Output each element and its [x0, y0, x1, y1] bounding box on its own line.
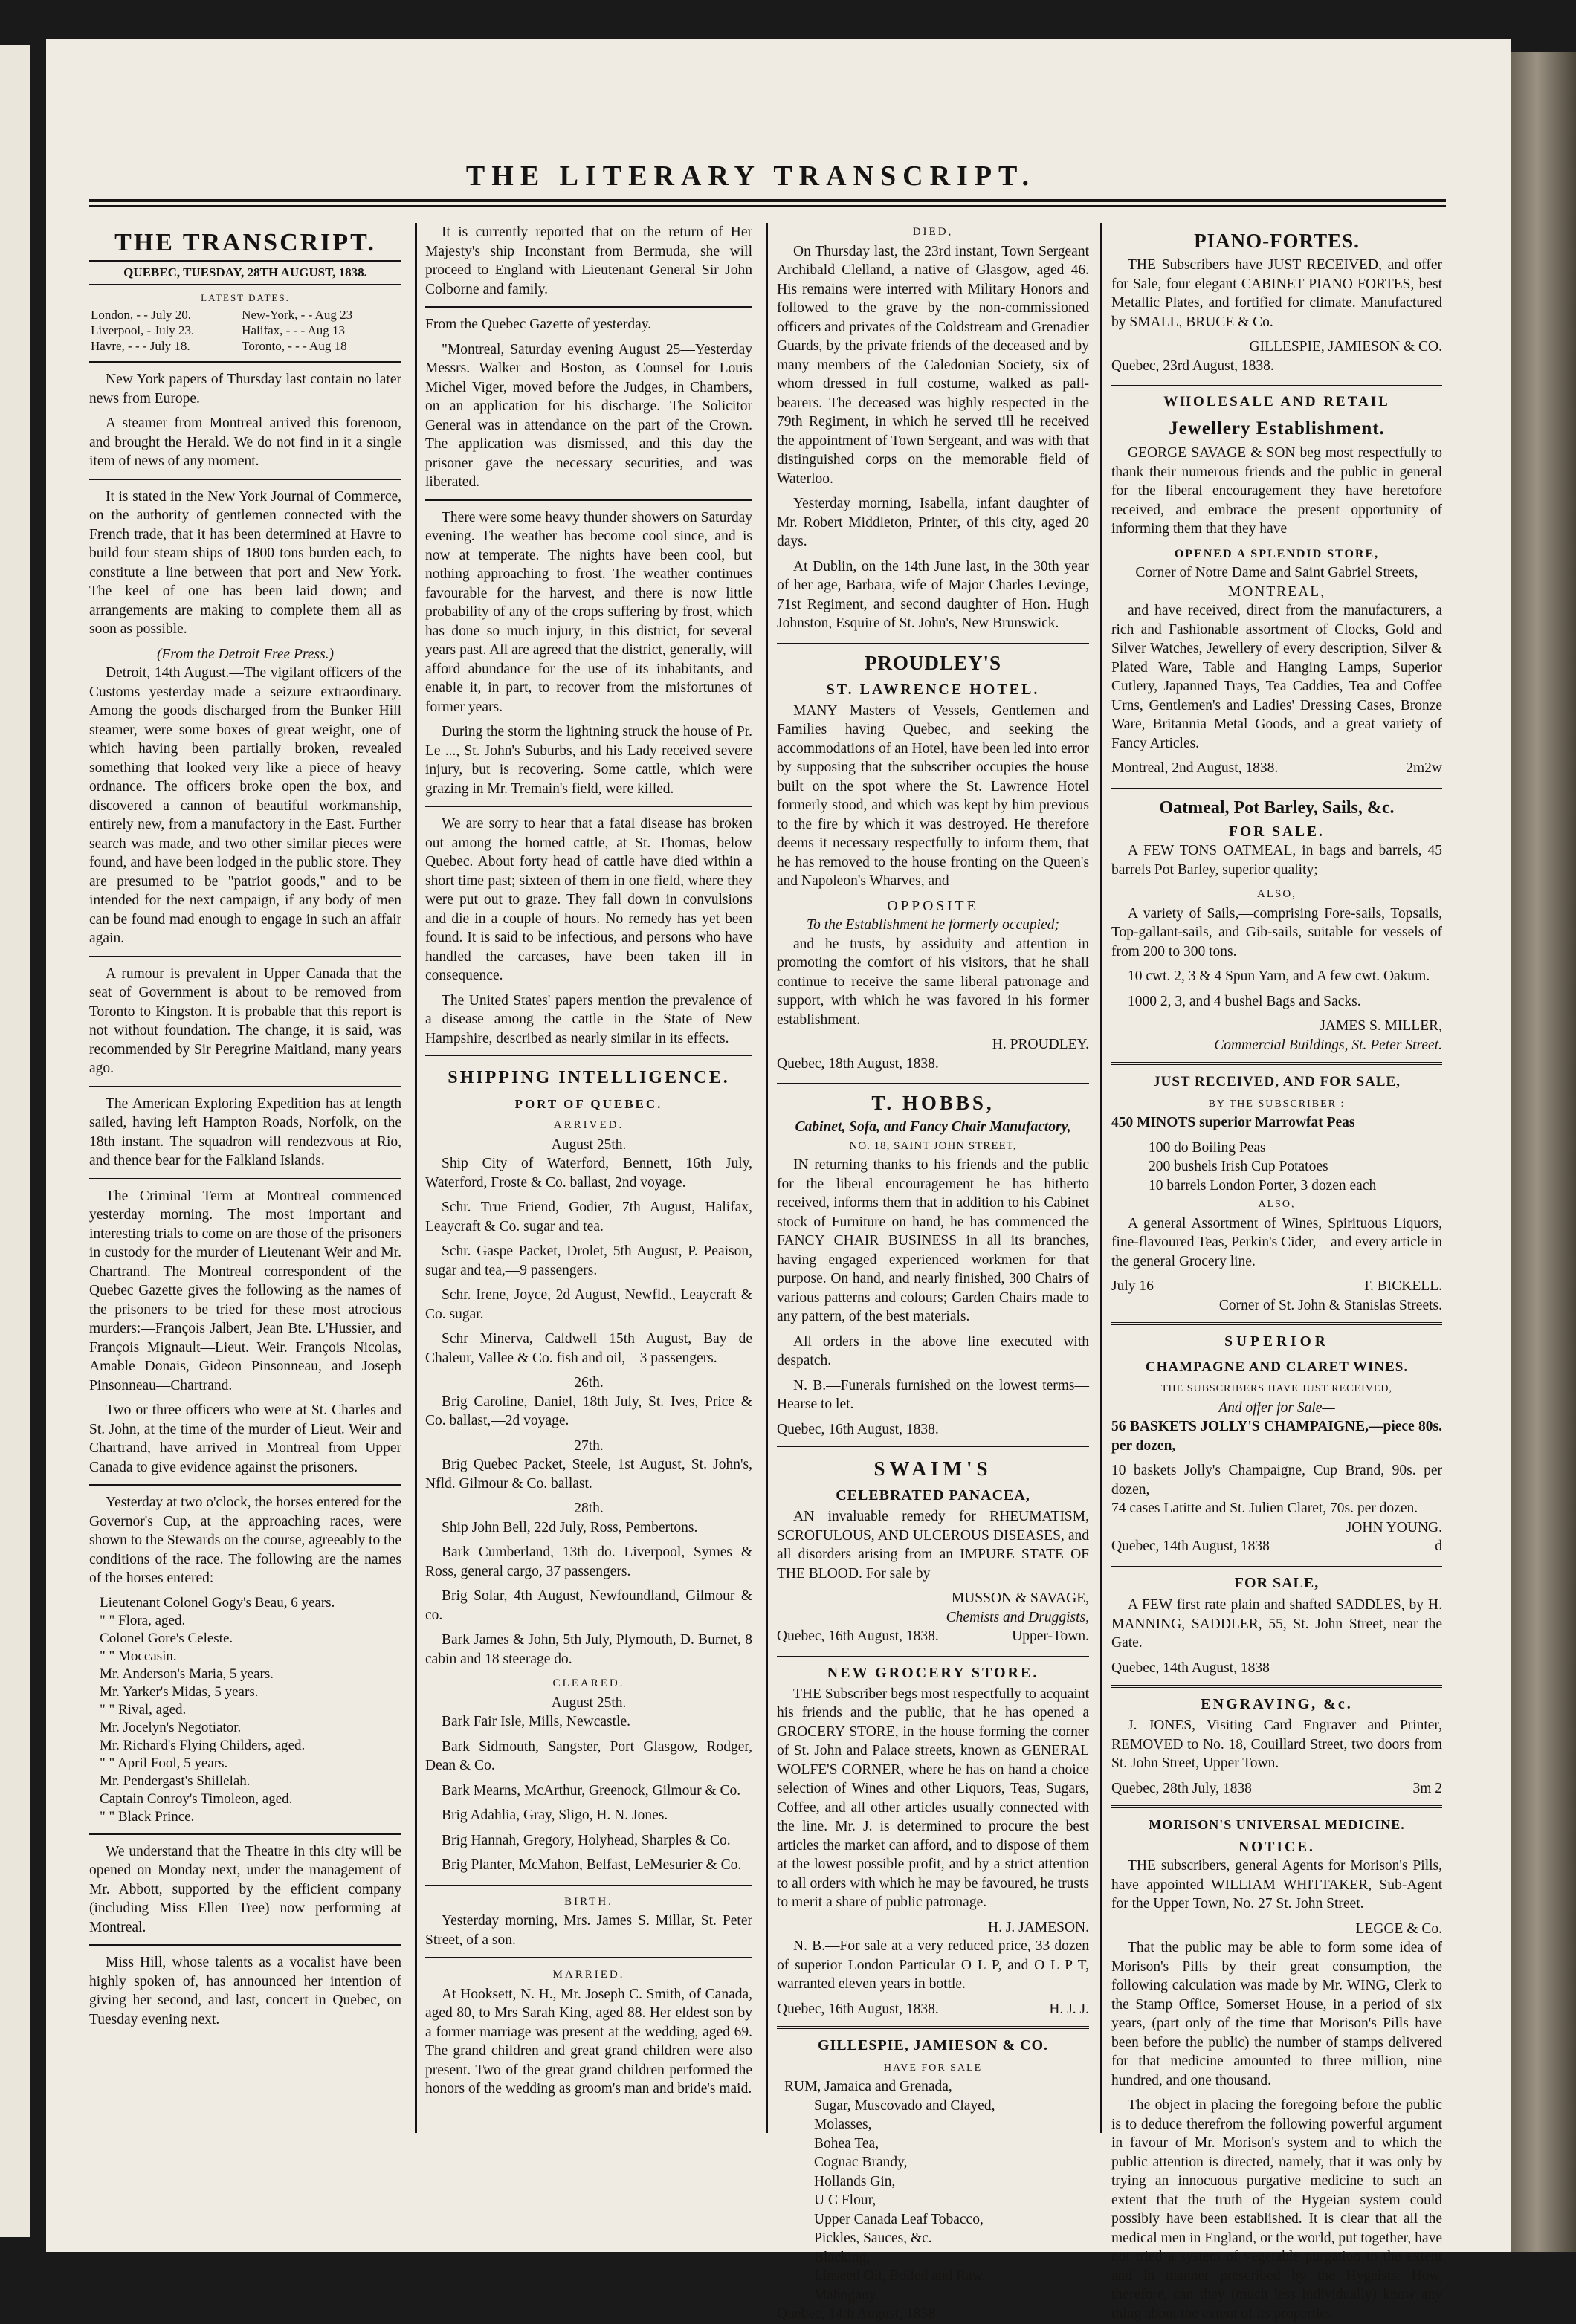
paragraph: It is stated in the New York Journal of Commerce, on the authority of gentlemen connected with the French trade, that it has been determined at Havre to build four steam ships of 1800 tons burden each, to constitute a line between that port and New York. The keel of one has been laid down; and arrangements are making to complete them all as soon as possible. [89, 488, 401, 637]
ad-date [777, 2000, 1089, 2019]
shipping-entry: Bark Fair Isle, Mills, Newcastle. [442, 1714, 630, 1729]
divider [89, 1944, 401, 1946]
table-cell: Halifax, - - - Aug 13 [242, 323, 345, 337]
ad-subtitle: OPENED A SPLENDID STORE, [1174, 547, 1380, 560]
ad-text: and have received, direct from the manufacturers, a rich and Fashionable assortment of Clocks, Gold and Silver Watches, Jewellery of every description, Silver & Plated Ware, Table and Hanging Lamps, Superior Cutlery, Japanned Trays, Tea Caddies, Tea and Coffee Urns, Gentlemen's and Ladies' Dressing Cases, Bronze Ware, Britannia Metal Goods, and a great variety of Fancy Articles. [1111, 603, 1442, 751]
ad-subtitle: ALSO, [1258, 1199, 1296, 1210]
paragraph: Miss Hill, whose talents as a vocalist have been highly spoken of, has announced her intention of giving her second, and last, concert in Quebec, on Tuesday evening next. [89, 1955, 401, 2027]
ad-date [777, 1627, 1089, 1646]
ad-title: CHAMPAGNE AND CLARET WINES. [1145, 1359, 1409, 1375]
list-item: RUM, Jamaica and Grenada, [784, 2079, 952, 2094]
ad-text: 10 cwt. 2, 3 & 4 Spun Yarn, and A few cwt. Oakum. [1128, 968, 1430, 984]
shipping-entry: Brig Adahlia, Gray, Sligo, H. N. Jones. [442, 1807, 668, 1823]
ad-subtitle: OPPOSITE [887, 898, 979, 914]
ad-text: THE subscribers, general Agents for Morison's Pills, have appointed WILLIAM WHITTAKER, Sub-Agent for the Upper Town, No. 27 St. John Street. [1111, 1858, 1442, 1912]
date-text: Quebec, 16th August, 1838. [777, 1628, 939, 1644]
ad-signature: H. J. JAMESON. [988, 1919, 1089, 1935]
ad-text: A variety of Sails,—comprising Fore-sails, Topsails, Top-gallant-sails, and Gib-sails, suitable for vessels of from 200 to 300 tons. [1111, 905, 1442, 959]
ad-text: THE Subscriber begs most respectfully to acquaint his friends and the public, that he has opened a GROCERY STORE, in the house forming the corner of St. John and Palace streets, known as GENERAL WOLFE'S CORNER, where he has on hand a choice selection of Wines and other Liquors, Teas, Sugars, Coffee, and all other articles usually connected with the line. Mr. J. is determined to procure the best articles the market can afford, and to dispose of them at the lowest possible profit, and by a strict attention to all orders with which he may be favoured, he trusts to merit a share of public patronage. [777, 1686, 1089, 1910]
ad-text: A general Assortment of Wines, Spirituous Liquors, fine-flavoured Teas, Perkin's Cider,—and every article in the general Grocery line. [1111, 1215, 1443, 1269]
masthead: THE LITERARY TRANSCRIPT. [465, 161, 1036, 192]
horse-list [89, 1594, 401, 1826]
ad-date: Quebec, 23rd August, 1838. [1111, 357, 1274, 374]
shipping-entry: Brig Planter, McMahon, Belfast, LeMesurier & Co. [442, 1857, 742, 1873]
ad-text: 56 BASKETS JOLLY'S CHAMPAIGNE,—piece 80s. per dozen, [1111, 1419, 1442, 1454]
died-heading: DIED, [912, 226, 954, 238]
list-item: Pickles, Sauces, &c. [814, 2230, 932, 2246]
ad-subtitle: BY THE SUBSCRIBER : [1208, 1098, 1346, 1110]
ad-text: A FEW first rate plain and shafted SADDLES, by H. MANNING, SADDLER, 55, St. John Street, near the Gate. [1111, 1597, 1442, 1651]
ad-text: N. B.—Funerals furnished on the lowest terms—Hearse to let. [777, 1377, 1089, 1412]
ad-subtitle: FOR SALE. [1229, 823, 1325, 840]
column-4 [1111, 223, 1443, 2322]
ad-text: GEORGE SAVAGE & SON beg most respectfully to thank their numerous friends and the public in general for the liberal encouragement they have heretofore received, and embrace the present opportunity of informing them that they have [1111, 445, 1442, 537]
list-item: Mr. Richard's Flying Childers, aged. [100, 1737, 306, 1753]
shipping-entry: Schr. True Friend, Godier, 7th August, Halifax, Leaycraft & Co. sugar and tea. [425, 1200, 752, 1234]
ad-date: Quebec, 14th August, 1838 [1111, 1660, 1270, 1676]
paragraph: Yesterday morning, Isabella, infant daughter of Mr. Robert Middleton, Printer, of this city, aged 20 days. [777, 496, 1089, 549]
date-text: Quebec, 28th July, 1838 [1111, 1780, 1252, 1796]
paragraph: At Dublin, on the 14th June last, in the 30th year of her age, Barbara, wife of Major Charles Levinge, 71st Regiment, and second daughter of Hon. Hugh Johnston, Esquire of St. John's, New Brunswick. [777, 558, 1089, 631]
table-cell: Havre, - - - July 18. [91, 339, 190, 353]
ad-title: WHOLESALE AND RETAIL [1163, 394, 1390, 410]
paragraph: The Criminal Term at Montreal commenced yesterday morning. The most important and interesting trials to come on are those of the prisoners in custody for the murder of Lieutenant Weir and Mr. Chartrand. The Montreal correspondent of the Quebec Gazette gives the following as the names of the prisoners to be tried for these most atrocious murders:—François Jalbert, Jean Bte. L'Hussier, and François Mignault—Lieut. Weir. François Nicolas, Amable Donais, Gideon Pinsonneau, and Joseph Pinsonneau—Chartrand. [89, 1188, 401, 1394]
divider [1111, 1805, 1442, 1808]
list-item: " " Flora, aged. [100, 1612, 186, 1628]
initials-text: H. J. J. [1049, 2001, 1089, 2017]
ad-text: THE Subscribers have JUST RECEIVED, and offer for Sale, four elegant CABINET PIANO FORTES, best Metallic Plates, and fortified for climate. Manufactured by SMALL, BRUCE & Co. [1111, 257, 1442, 330]
place-text: Upper-Town. [1012, 1628, 1089, 1644]
list-item: Mr. Anderson's Maria, 5 years. [100, 1666, 274, 1682]
shipping-title: SHIPPING INTELLIGENCE. [448, 1068, 730, 1087]
list-item: Sugar, Muscovado and Clayed, [814, 2097, 995, 2114]
adjacent-page-edge [0, 45, 30, 2237]
shipping-entry: Brig Quebec Packet, Steele, 1st August, St. John's, Nfld. Gilmour & Co. ballast. [425, 1457, 752, 1492]
ad-text: 450 MINOTS superior Marrowfat Peas [1111, 1115, 1355, 1130]
divider [777, 1654, 1089, 1657]
divider [777, 1081, 1089, 1084]
date-text: Montreal, 2nd August, 1838. [1111, 760, 1279, 776]
ad-date [1111, 1537, 1442, 1556]
divider [425, 1055, 752, 1058]
ad-text-italic: To the Establishment he formerly occupied; [807, 917, 1059, 933]
ad-signature: JAMES S. MILLER, [1320, 1018, 1442, 1034]
masthead-rule [89, 199, 1446, 202]
ad-title: PIANO-FORTES. [1194, 230, 1360, 252]
ad-signature: H. PROUDLEY. [992, 1037, 1089, 1052]
list-item: Bohea Tea, [814, 2135, 879, 2152]
ad-date: Quebec, 14th August, 1838. [777, 2306, 939, 2322]
paragraph: Yesterday morning, Mrs. James S. Millar, St. Peter Street, of a son. [425, 1913, 752, 1948]
shipping-entry: Ship John Bell, 22d July, Ross, Pembertons. [442, 1519, 698, 1535]
list-item: " " Black Prince. [100, 1808, 195, 1825]
code-text: d [1435, 1538, 1442, 1554]
cleared-heading: CLEARED. [552, 1677, 625, 1689]
list-item: 100 do Boiling Peas [1149, 1139, 1266, 1156]
list-item: Mr. Pendergast's Shillelah. [100, 1773, 251, 1789]
date-heading: August 25th. [551, 1695, 627, 1711]
book-spine-edge [1511, 52, 1576, 2252]
code-text: 2m2w [1406, 760, 1442, 776]
date-text: July 16 [1111, 1278, 1154, 1294]
ad-title: NEW GROCERY STORE. [827, 1664, 1039, 1681]
ad-subtitle: SUPERIOR [1224, 1334, 1329, 1350]
list-item: " " April Fool, 5 years. [100, 1755, 228, 1771]
date-heading: August 25th. [551, 1136, 627, 1153]
ad-date [1111, 1779, 1442, 1799]
signature-text: T. BICKELL. [1362, 1278, 1442, 1294]
ad-subtitle: NOTICE. [1238, 1839, 1315, 1855]
ad-date: Quebec, 16th August, 1838. [777, 1421, 939, 1437]
source-credit: From the Quebec Gazette of yesterday. [425, 317, 652, 332]
divider [425, 1883, 752, 1886]
latest-dates-table [89, 307, 401, 354]
paragraph: The American Exploring Expedition has at length sailed, having left Hampton Roads, Norfolk, on the 18th instant. The squadron will rendezvous at Rio, and thence bear for the Falkland Islands. [89, 1095, 401, 1168]
list-item: 10 baskets Jolly's Champaigne, Cup Brand, 90s. per dozen, [1111, 1463, 1442, 1498]
ad-signature: GILLESPIE, JAMIESON & CO. [1249, 339, 1442, 355]
shipping-entry: Brig Hannah, Gregory, Holyhead, Sharples & Co. [442, 1832, 731, 1848]
divider [89, 1178, 401, 1179]
divider [1111, 1322, 1442, 1325]
ad-address: Corner of St. John & Stanislas Streets. [1218, 1297, 1442, 1313]
table-cell: Liverpool, - July 23. [91, 323, 195, 337]
divider [89, 1833, 401, 1835]
list-item: Molasses, [814, 2117, 872, 2132]
date-text: Quebec, 14th August, 1838 [1111, 1538, 1270, 1554]
ad-title: SWAIM'S [873, 1457, 992, 1480]
divider [425, 806, 752, 807]
divider [89, 1484, 401, 1486]
ad-signature: LEGGE & Co. [1355, 1920, 1442, 1937]
list-item: Cognac Brandy, [814, 2155, 908, 2170]
list-item: Blacking, [814, 2249, 871, 2265]
ad-text: MANY Masters of Vessels, Gentlemen and Families having Quebec, and seeking the accommodations of an Hotel, have been led into error by supposing that the subscriber occupies the house built on the spot where the St. Lawrence Hotel formerly stood, and which was kept by him previous to the fire by which it was destroyed. He therefore deems it necessary respectfully to inform them, that he has removed to the house fronting on the Queen's and Napoleon's Wharves, and [777, 702, 1089, 889]
date-text: Quebec, 16th August, 1838. [777, 2001, 939, 2017]
section-title: THE TRANSCRIPT. [114, 229, 376, 256]
shipping-entry: Ship City of Waterford, Bennett, 16th July, Waterford, Froste & Co. ballast, 2nd voyage. [425, 1156, 752, 1191]
column-3 [777, 223, 1089, 2322]
list-item: Captain Conroy's Timoleon, aged. [100, 1790, 293, 1807]
divider [89, 479, 401, 480]
divider [1111, 786, 1442, 789]
ad-address: Commercial Buildings, St. Peter Street. [1214, 1037, 1442, 1053]
ad-title: JUST RECEIVED, AND FOR SALE, [1153, 1074, 1401, 1090]
ad-address: Corner of Notre Dame and Saint Gabriel Streets, [1135, 565, 1418, 580]
source-credit: (From the Detroit Free Press.) [156, 646, 335, 662]
table-cell: Toronto, - - - Aug 18 [242, 339, 347, 353]
date-heading: 26th. [574, 1375, 604, 1391]
ad-title: ENGRAVING, &c. [1201, 1696, 1353, 1712]
divider [777, 1446, 1089, 1449]
list-item: Mahogany. [814, 2287, 879, 2303]
divider [89, 956, 401, 957]
shipping-entry: Bark Sidmouth, Sangster, Port Glasgow, Rodger, Dean & Co. [425, 1738, 752, 1773]
divider [425, 1957, 752, 1958]
ad-title: MORISON'S UNIVERSAL MEDICINE. [1149, 1817, 1405, 1832]
divider [1111, 1564, 1442, 1567]
column-rule-1 [415, 223, 417, 2133]
shipping-entry: Schr. Irene, Joyce, 2d August, Newfld., Leaycraft & Co. sugar. [425, 1287, 752, 1322]
code-text: 3m 2 [1412, 1780, 1442, 1796]
list-item: Hollands Gin, [814, 2173, 896, 2189]
ad-date: Quebec, 18th August, 1838. [777, 1055, 939, 1072]
date-heading: 27th. [574, 1437, 604, 1454]
list-item: 200 bushels Irish Cup Potatoes [1149, 1159, 1328, 1174]
paragraph: During the storm the lightning struck the house of Pr. Le ..., St. John's Suburbs, and his Lady received severe injury, but is recovering. Some cattle, which were grazing in Mr. Tremain's field, were killed. [425, 724, 752, 797]
list-item: Lieutenant Colonel Gogy's Beau, 6 years. [100, 1594, 335, 1611]
table-row [89, 323, 401, 338]
divider [425, 499, 752, 501]
divider [89, 361, 401, 363]
ad-title: GILLESPIE, JAMIESON & CO. [817, 2037, 1049, 2053]
divider [1111, 1062, 1442, 1065]
ad-signature: Chemists and Druggists, [946, 1609, 1089, 1625]
paragraph: Detroit, 14th August.—The vigilant officers of the Customs yesterday made a seizure extraordinary. Among the goods discharged from the Bunker Hill steamer, were some boxes of great weight, one of which having been partially broken, revealed something that looked very like a piece of heavy ordnance. The officers broke open the box, and discovered a cannon of beautiful workmanship, entirely new, from a manufactory in the East. Further search was made, and two other similar pieces were found, and have been lodged in the public store. They are presumed to be "patriot goods," and to be intended for the next campaign, if any body of men can be found mad enough to engage in such an affair again. [89, 665, 401, 946]
divider [777, 2026, 1089, 2029]
ad-title: PROUDLEY'S [864, 651, 1002, 674]
list-item: U C Flour, [814, 2192, 876, 2208]
ad-text: N. B.—For sale at a very reduced price, 33 dozen of superior London Particular O L P, and O L P T, warranted eleven years in bottle. [777, 1938, 1089, 1992]
list-item: " " Moccasin. [100, 1648, 177, 1664]
ad-subtitle: Cabinet, Sofa, and Fancy Chair Manufactory, [795, 1119, 1071, 1135]
shipping-entry: Bark James & John, 5th July, Plymouth, D. Burnet, 8 cabin and 18 steerage do. [425, 1632, 752, 1667]
shipping-entry: Schr Minerva, Caldwell 15th August, Bay de Chaleur, Vallee & Co. fish and oil,—3 passengers. [425, 1331, 752, 1366]
list-item: Linseed Oil, Boiled and Raw, [814, 2268, 986, 2284]
list-item: " " Rival, aged. [100, 1701, 187, 1718]
column-1 [89, 223, 401, 2140]
paragraph: The United States' papers mention the prevalence of a disease among the cattle in the State of New Hampshire, described as nearly similar in its effects. [425, 992, 752, 1046]
ad-text: That the public may be able to form some idea of Morison's Pills by their great consumption, the following calculation was made by Mr. WING, Clerk to the Stamp Office, Somerset House, in a period of six years, (part only of the time that Morison's Pills have been before the public) the number of stamps delivered for that medicine amounted to three million, nine hundred, and one thousand. [1111, 1940, 1442, 2088]
list-item: Mr. Jocelyn's Negotiator. [100, 1719, 242, 1735]
table-row [89, 338, 401, 354]
dateline: QUEBEC, TUESDAY, 28TH AUGUST, 1838. [89, 260, 401, 285]
paragraph: We understand that the Theatre in this city will be opened on Monday next, under the management of Mr. Abbott, supported by the efficient company (including Miss Ellen Tree) now performing at Montreal. [89, 1843, 401, 1935]
ad-title: FOR SALE, [1234, 1574, 1320, 1591]
ad-address: NO. 18, SAINT JOHN STREET, [849, 1139, 1017, 1152]
divider [777, 641, 1089, 644]
paragraph: "Montreal, Saturday evening August 25—Yesterday Messrs. Walker and Boston, as Counsel for Louis Michel Viger, moved before the Judges, in Chambers, on an application for his discharge. The Solicitor General was in attendance on the part of the Crown. The application was dismissed, and this day the prisoner gave the necessary securities, and was liberated. [425, 341, 752, 490]
ad-text: IN returning thanks to his friends and the public for the liberal encouragement he has hitherto received, informs them that in addition to his Cabinet stock of Furniture on hand, he has commenced the FANCY CHAIR BUSINESS in all its branches, having engaged experienced workmen for that purpose. On hand, and nearly finished, 300 Chairs of various patterns and colours; Garden Chairs made to any pattern, of the best materials. [777, 1157, 1089, 1324]
goods-list [1111, 1139, 1442, 1196]
ad-text: A FEW TONS OATMEAL, in bags and barrels, 45 barrels Pot Barley, superior quality; [1111, 843, 1442, 878]
shipping-entry: Brig Caroline, Daniel, 18th July, St. Ives, Price & Co. ballast,—2d voyage. [425, 1394, 752, 1428]
ad-text: and he trusts, by assiduity and attention in promoting the comfort of his visitors, that he shall continue to receive the same liberal patronage and support, with which he was favored in his former establishment. [777, 936, 1089, 1028]
ad-text: All orders in the above line executed with despatch. [777, 1333, 1089, 1368]
list-item: 10 barrels London Porter, 3 dozen each [1149, 1177, 1377, 1194]
column-rule-2 [766, 223, 768, 2133]
paragraph: A steamer from Montreal arrived this forenoon, and brought the Herald. We do not find in it a single item of news of any moment. [89, 415, 401, 469]
birth-heading: BIRTH. [564, 1895, 613, 1908]
ad-text: The object in placing the foregoing before the public is to deduce therefrom the following powerful argument in favour of Mr. Morison's system and to which the public attention is directed, namely, that it was only by trying an innocuous purgative medicine to such an extent that the truth of the Hygeian system could possibly have been established. It is clear that all the medical men in England, or the world, put together, have not tried a system of vegetable purgation to the extent and in manner prescribed by the Hygeists. How, therefore, can they (much less individually) know any thing about the extent of its properties. [1111, 2097, 1442, 2322]
goods-list [1111, 1461, 1442, 1518]
divider [89, 1086, 401, 1087]
paragraph: Two or three officers who were at St. Charles and St. John, at the time of the murder of Lieut. Weir and Chartrand, have arrived in Montreal from Upper Canada to give evidence against the prisoners. [89, 1402, 401, 1475]
paragraph: New York papers of Thursday last contain no later news from Europe. [89, 372, 401, 407]
shipping-entry: Schr. Gaspe Packet, Drolet, 5th August, P. Peaison, sugar and tea,—9 passengers. [425, 1243, 752, 1278]
table-cell: New-York, - - Aug 23 [242, 308, 353, 322]
shipping-entry: Bark Cumberland, 13th do. Liverpool, Symes & Ross, general cargo, 37 passengers. [425, 1544, 752, 1579]
paragraph: On Thursday last, the 23rd instant, Town Sergeant Archibald Clelland, a native of Glasgow, aged 46. His remains were interred with Military Honors and followed to the grave by the non-commissioned officers and privates of the Coldstream and Grenadier Guards, by the private friends of the deceased and by many members of the Caledonian Society, six of whom dressed in full costume, walked as pall-bearers. The deceased was highly respected in the 79th Regiment, in which he served till he received the appointment of Town Sergeant, and was with that distinguished corps on the memorable field of Waterloo. [777, 243, 1089, 487]
divider [1111, 383, 1442, 386]
paragraph: There were some heavy thunder showers on Saturday evening. The weather has become cool since, and is now at temperate. The nights have been cool, but nothing approaching to frost. The weather continues favourable for the harvest, and there is now little probability of any of the crops suffering by frost, which has done so much injury, in this district, for several years past. All are agreed that the district, generally, will afford abundance for the use of its inhabitants, and enable it, in part, to recover from the misfortunes of former years. [425, 509, 752, 715]
arrived-heading: ARRIVED. [553, 1119, 624, 1131]
ad-address: MONTREAL, [1227, 583, 1326, 600]
ad-date [1111, 759, 1442, 778]
paragraph: At Hooksett, N. H., Mr. Joseph C. Smith, of Canada, aged 80, to Mrs Sarah King, aged 88. Her eldest son by a former marriage was present at the wedding, aged 69. The grand children and great grand children were also present. Two of the great grand children performed the honors of the wedding as groom's man and bride's maid. [425, 1986, 752, 2097]
ad-text: 1000 2, 3, and 4 bushel Bags and Sacks. [1128, 993, 1361, 1009]
port-heading: PORT OF QUEBEC. [514, 1097, 663, 1111]
divider [425, 306, 752, 308]
list-item: 74 cases Latitte and St. Julien Claret, 70s. per dozen. [1111, 1501, 1418, 1516]
ad-subtitle: ST. LAWRENCE HOTEL. [826, 681, 1040, 698]
ad-subtitle: And offer for Sale— [1218, 1399, 1335, 1416]
table-row [89, 307, 401, 323]
divider [1111, 1685, 1442, 1688]
paragraph: It is currently reported that on the return of Her Majesty's ship Inconstant from Bermuda, she will proceed to England with Lieutenant General Sir John Colborne and family. [425, 224, 752, 297]
ad-text: J. JONES, Visiting Card Engraver and Printer, REMOVED to No. 18, Couillard Street, two doors from St. John Street, Upper Town. [1111, 1718, 1442, 1771]
column-rule-3 [1100, 223, 1102, 2133]
masthead-rule-thin [89, 205, 1446, 207]
date-heading: 28th. [574, 1501, 604, 1516]
goods-list [777, 2077, 1089, 2305]
table-cell: London, - - July 20. [91, 308, 192, 322]
latest-dates-label: LATEST DATES. [201, 291, 290, 303]
list-item: Upper Canada Leaf Tobacco, [814, 2211, 984, 2227]
list-item: Mr. Yarker's Midas, 5 years. [100, 1683, 259, 1700]
shipping-entry: Bark Mearns, McArthur, Greenock, Gilmour & Co. [442, 1782, 741, 1799]
ad-subtitle: HAVE FOR SALE [883, 2062, 983, 2074]
column-2 [425, 223, 752, 2140]
ad-title: Oatmeal, Pot Barley, Sails, &c. [1159, 797, 1395, 818]
paragraph: Yesterday at two o'clock, the horses entered for the Governor's Cup, at the approaching races, were shown to the Stewards on the course, agreeably to the conditions of the race. The following are the names of the horses entered:— [89, 1495, 401, 1586]
ad-title: T. HOBBS, [871, 1092, 995, 1114]
ad-signature: MUSSON & SAVAGE, [951, 1590, 1089, 1606]
paragraph: We are sorry to hear that a fatal disease has broken out among the horned cattle, at St. Thomas, below Quebec. About forty head of cattle have died within a short time past; sixteen of them in one field, where they were put out to graze. They fall down in convulsions and die in a couple of hours. No remedy has yet been found. It is said to be infectious, and persons who have handled the carcases, have been taken ill in consequence. [425, 816, 752, 983]
ad-date [1111, 1277, 1442, 1296]
ad-subtitle: CELEBRATED PANACEA, [836, 1487, 1030, 1504]
shipping-entry: Brig Solar, 4th August, Newfoundland, Gilmour & co. [425, 1588, 752, 1623]
list-item: Colonel Gore's Celeste. [100, 1630, 233, 1646]
ad-signature: JOHN YOUNG. [1346, 1519, 1442, 1535]
married-heading: MARRIED. [552, 1969, 625, 1981]
ad-subtitle: THE SUBSCRIBERS HAVE JUST RECEIVED, [1160, 1383, 1393, 1394]
ad-text: AN invaluable remedy for RHEUMATISM, SCROFULOUS, AND ULCEROUS DISEASES, and all disorders arising from an IMPURE STATE OF THE BLOOD. For sale by [777, 1509, 1089, 1582]
ad-subtitle: ALSO, [1257, 888, 1296, 900]
ad-subtitle: Jewellery Establishment. [1169, 418, 1385, 438]
paragraph: A rumour is prevalent in Upper Canada that the seat of Government is about to be removed from Toronto to Kingston. It is probable that this report is not without foundation. The change, it is said, was recommended by Sir Peregrine Maitland, many years ago. [89, 965, 401, 1076]
